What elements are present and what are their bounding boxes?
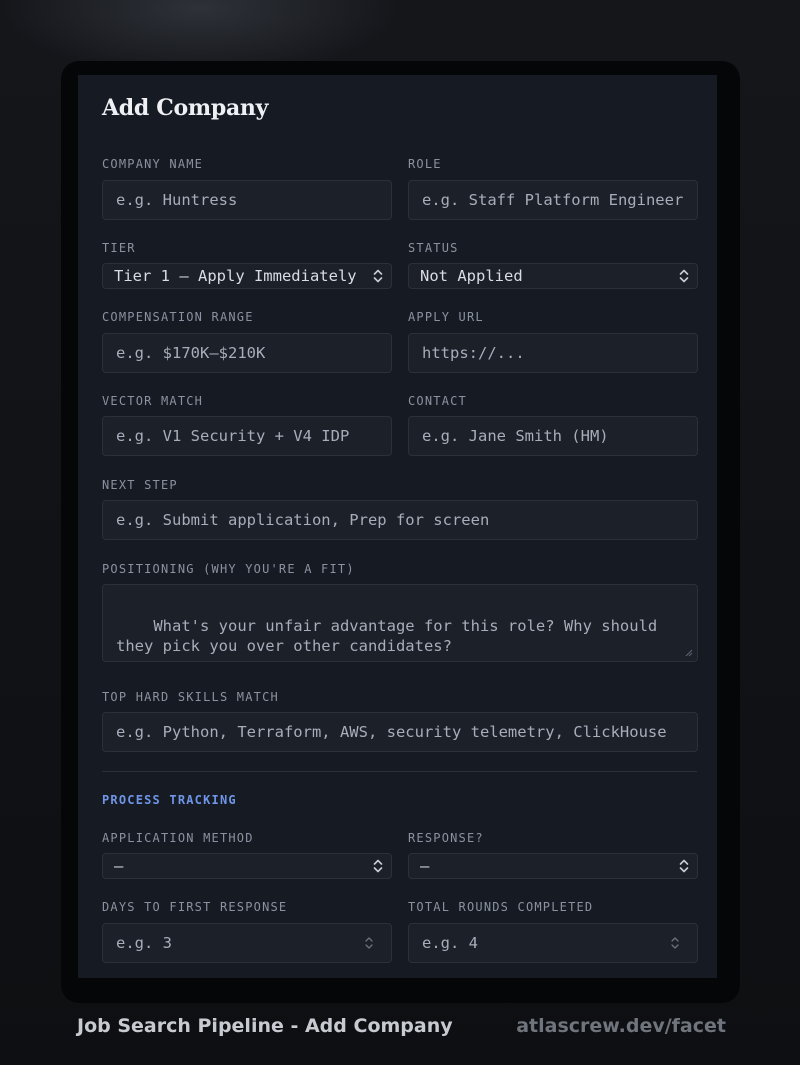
chevron-up-down-icon — [372, 858, 384, 874]
total-rounds-label: TOTAL ROUNDS COMPLETED — [408, 900, 594, 914]
vector-match-label: VECTOR MATCH — [102, 394, 204, 408]
response-select[interactable] — [408, 853, 698, 879]
company-name-label: COMPANY NAME — [102, 157, 204, 171]
status-select[interactable] — [408, 263, 698, 289]
role-label: ROLE — [408, 157, 442, 171]
response-label: RESPONSE? — [408, 831, 484, 845]
hard-skills-label: TOP HARD SKILLS MATCH — [102, 690, 279, 704]
total-rounds-placeholder: e.g. 4 — [422, 934, 478, 952]
chevron-up-down-icon — [372, 268, 384, 284]
application-method-label: APPLICATION METHOD — [102, 831, 254, 845]
tier-label: TIER — [102, 241, 136, 255]
tier-select-value: Tier 1 — Apply Immediately — [114, 267, 357, 285]
apply-url-input[interactable]: https://... — [408, 333, 698, 373]
chevron-up-down-icon — [678, 268, 690, 284]
compensation-label: COMPENSATION RANGE — [102, 310, 254, 324]
number-spinner-icon[interactable] — [363, 934, 375, 952]
role-input[interactable]: e.g. Staff Platform Engineer — [408, 180, 698, 220]
footer-caption: Job Search Pipeline - Add Company — [77, 1015, 453, 1037]
number-spinner-icon[interactable] — [669, 934, 681, 952]
next-step-label: NEXT STEP — [102, 478, 178, 492]
tier-select[interactable] — [102, 263, 392, 289]
next-step-input[interactable]: e.g. Submit application, Prep for screen — [102, 500, 698, 540]
positioning-placeholder: What's your unfair advantage for this role? Why should they pick you over other candidates? — [116, 617, 667, 655]
positioning-textarea[interactable] — [102, 584, 698, 662]
application-method-value: — — [114, 857, 124, 875]
contact-input[interactable]: e.g. Jane Smith (HM) — [408, 416, 698, 456]
days-to-response-placeholder: e.g. 3 — [116, 934, 172, 952]
chevron-up-down-icon — [678, 858, 690, 874]
footer-url: atlascrew.dev/facet — [516, 1015, 726, 1037]
vector-match-input[interactable]: e.g. V1 Security + V4 IDP — [102, 416, 392, 456]
application-method-select[interactable] — [102, 853, 392, 879]
company-name-input[interactable]: e.g. Huntress — [102, 180, 392, 220]
resize-handle-icon[interactable] — [683, 647, 693, 657]
apply-url-label: APPLY URL — [408, 310, 484, 324]
process-tracking-heading: PROCESS TRACKING — [102, 793, 237, 807]
total-rounds-input[interactable] — [408, 923, 698, 963]
days-to-response-label: DAYS TO FIRST RESPONSE — [102, 900, 288, 914]
status-select-value: Not Applied — [420, 267, 523, 285]
days-to-response-input[interactable] — [102, 923, 392, 963]
hard-skills-input[interactable]: e.g. Python, Terraform, AWS, security telemetry, ClickHouse — [102, 712, 698, 752]
add-company-panel — [78, 75, 717, 978]
response-value: — — [420, 857, 430, 875]
section-divider — [102, 771, 697, 772]
page-title: Add Company — [102, 95, 269, 121]
status-label: STATUS — [408, 241, 459, 255]
contact-label: CONTACT — [408, 394, 467, 408]
positioning-label: POSITIONING (WHY YOU'RE A FIT) — [102, 562, 355, 576]
compensation-input[interactable]: e.g. $170K–$210K — [102, 333, 392, 373]
